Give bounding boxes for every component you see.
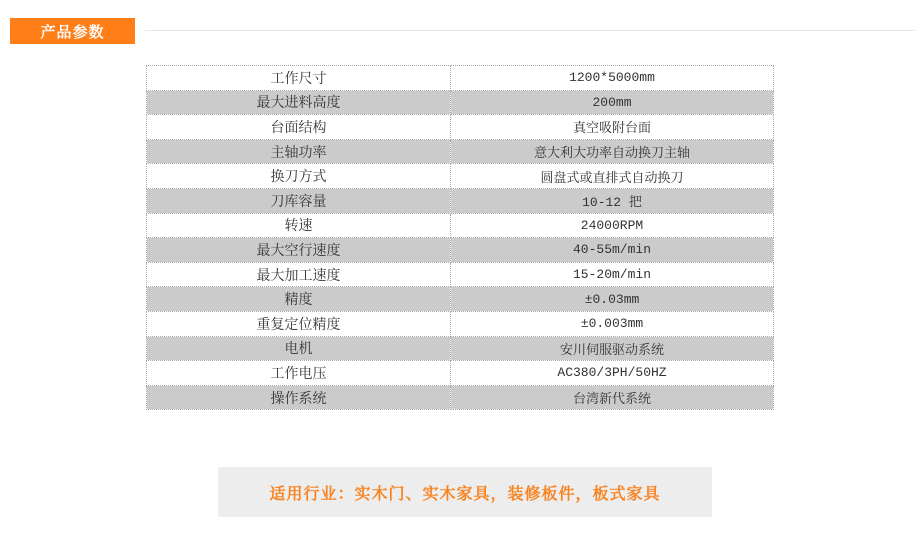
param-label: 台面结构 <box>147 115 451 140</box>
applicable-industries-bar <box>218 467 712 517</box>
spec-table <box>146 65 774 410</box>
param-value: 真空吸附台面 <box>451 115 774 140</box>
table-row <box>147 90 774 115</box>
applicable-industries-text: 适用行业：实木门、实木家具，装修板件，板式家具 <box>269 483 661 503</box>
param-label: 换刀方式 <box>147 164 451 189</box>
param-value: 台湾新代系统 <box>451 385 774 410</box>
param-value: 10-12 把 <box>451 188 774 213</box>
param-value: 意大利大功率自动换刀主轴 <box>451 139 774 164</box>
table-row <box>147 139 774 164</box>
section-title: 产品参数 <box>40 22 105 41</box>
table-row <box>147 164 774 189</box>
param-label: 电机 <box>147 336 451 361</box>
param-value: 15-20m/min <box>451 262 774 287</box>
param-value: 24000RPM <box>451 213 774 238</box>
param-value: ±0.03mm <box>451 287 774 312</box>
param-value: ±0.003mm <box>451 311 774 336</box>
param-value: 安川伺服驱动系统 <box>451 336 774 361</box>
param-value: 40-55m/min <box>451 238 774 263</box>
param-label: 刀库容量 <box>147 188 451 213</box>
header-divider-line <box>145 30 915 31</box>
table-row <box>147 115 774 140</box>
table-row <box>147 188 774 213</box>
param-label: 最大进料高度 <box>147 90 451 115</box>
table-row <box>147 262 774 287</box>
table-row <box>147 311 774 336</box>
table-row <box>147 238 774 263</box>
param-label: 精度 <box>147 287 451 312</box>
table-row <box>147 66 774 91</box>
section-title-banner <box>10 18 135 44</box>
param-label: 主轴功率 <box>147 139 451 164</box>
param-label: 最大空行速度 <box>147 238 451 263</box>
table-row <box>147 287 774 312</box>
table-row <box>147 336 774 361</box>
param-label: 操作系统 <box>147 385 451 410</box>
param-label: 重复定位精度 <box>147 311 451 336</box>
param-value: 200mm <box>451 90 774 115</box>
param-label: 工作尺寸 <box>147 66 451 91</box>
spec-table-body <box>147 66 774 410</box>
param-value: AC380/3PH/50HZ <box>451 361 774 386</box>
param-label: 最大加工速度 <box>147 262 451 287</box>
param-label: 转速 <box>147 213 451 238</box>
table-row <box>147 213 774 238</box>
param-value: 1200*5000mm <box>451 66 774 91</box>
param-label: 工作电压 <box>147 361 451 386</box>
table-row <box>147 385 774 410</box>
table-row <box>147 361 774 386</box>
param-value: 圆盘式或直排式自动换刀 <box>451 164 774 189</box>
